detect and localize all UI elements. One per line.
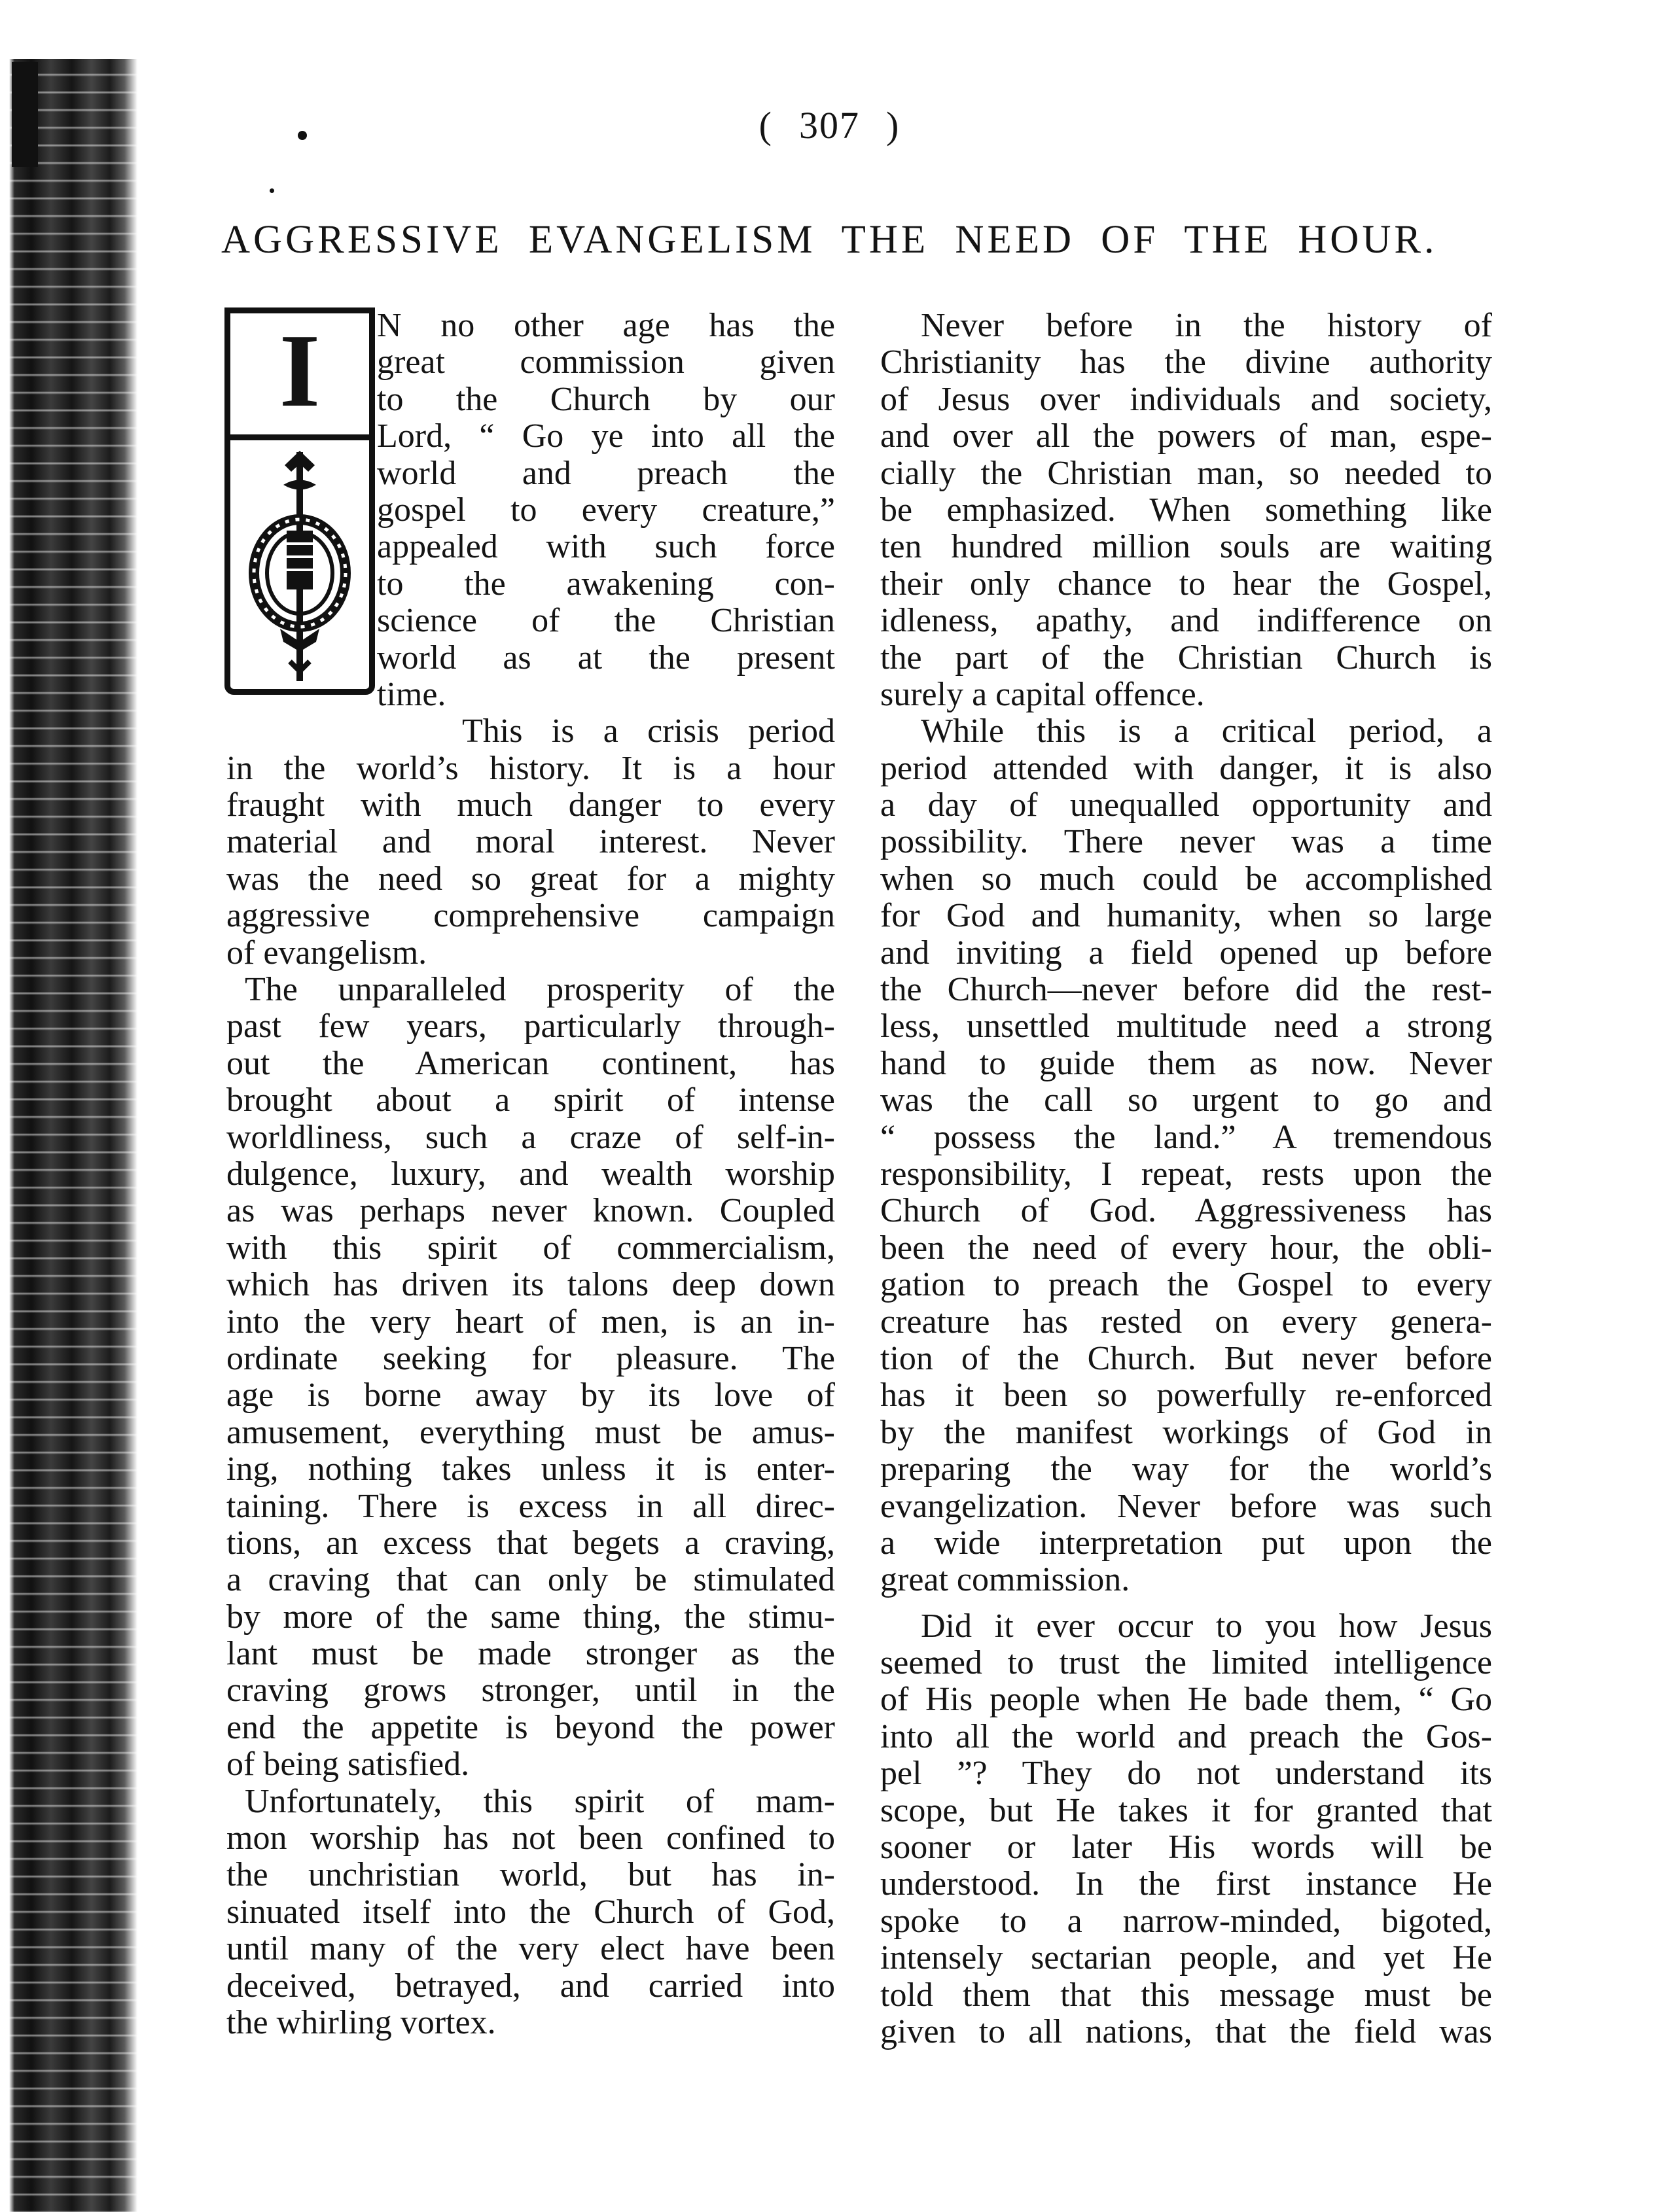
text-line: been the need of every hour, the obli- (880, 1229, 1492, 1267)
text-line: by more of the same thing, the stimu- (226, 1598, 835, 1636)
text-line: ten hundred million souls are waiting (880, 528, 1492, 566)
text-line: for God and humanity, when so large (880, 897, 1492, 935)
article-headline: AGGRESSIVE EVANGELISM THE NEED OF THE HOUR. (221, 218, 1438, 262)
book-binding-edge (0, 59, 137, 2212)
text-line: surely a capital offence. (880, 675, 1205, 713)
text-line: end the appetite is beyond the power (226, 1708, 835, 1746)
text-line: cially the Christian man, so needed to (880, 454, 1492, 492)
page-number: ( 307 ) (758, 104, 901, 147)
text-line: brought about a spirit of intense (226, 1081, 835, 1119)
text-line: Church of God. Aggressiveness has (880, 1192, 1492, 1230)
text-line: science of the Christian (377, 602, 835, 640)
text-line: which has driven its talons deep down (226, 1266, 835, 1304)
text-line: given to all nations, that the field was (880, 2012, 1492, 2050)
text-line: great commission given (377, 343, 835, 381)
text-line: sinuated itself into the Church of God, (226, 1893, 835, 1931)
text-line: to the Church by our (377, 380, 835, 418)
text-line: mon worship has not been confined to (226, 1819, 835, 1857)
text-line: hand to guide them as now. Never (880, 1044, 1492, 1082)
text-line: the whirling vortex. (226, 2003, 496, 2041)
text-line: Lord, “ Go ye into all the (377, 417, 835, 455)
text-line: taining. There is excess in all direc- (226, 1487, 835, 1525)
text-line: in the world’s history. It is a hour (226, 749, 835, 787)
text-line: ordinate seeking for pleasure. The (226, 1339, 835, 1377)
text-line: understood. In the first instance He (880, 1865, 1492, 1903)
text-line: dulgence, luxury, and wealth worship (226, 1155, 835, 1193)
text-line: ing, nothing takes unless it is enter- (226, 1450, 835, 1488)
text-line: N no other age has the (377, 307, 835, 344)
text-line: of evangelism. (226, 934, 427, 972)
text-line: into the very heart of men, is an in- (226, 1303, 835, 1341)
text-line: responsibility, I repeat, rests upon the (880, 1155, 1492, 1193)
text-line: has it been so powerfully re-enforced (880, 1377, 1492, 1414)
text-line: pel ”? They do not understand its (880, 1755, 1492, 1793)
text-line: deceived, betrayed, and carried into (226, 1967, 835, 2005)
text-line: scope, but He takes it for granted that (880, 1791, 1492, 1829)
text-line: time. (377, 675, 446, 713)
text-line: age is borne away by its love of (226, 1377, 835, 1414)
text-line: as was perhaps never known. Coupled (226, 1192, 835, 1230)
text-line: a craving that can only be stimulated (226, 1561, 835, 1599)
text-line: “ possess the land.” A tremendous (880, 1118, 1492, 1156)
text-line: sooner or later His words will be (880, 1829, 1492, 1867)
text-line: past few years, particularly through- (226, 1008, 835, 1045)
page-number-value: 307 (799, 104, 860, 147)
text-line: to the awakening con- (377, 565, 835, 603)
text-line: their only chance to hear the Gospel, (880, 565, 1492, 603)
text-line: fraught with much danger to every (226, 786, 835, 824)
text-line: Did it ever occur to you how Jesus (921, 1607, 1492, 1645)
text-line: of Jesus over individuals and society, (880, 380, 1492, 418)
text-line: The unparalleled prosperity of the (245, 971, 835, 1009)
text-line: until many of the very elect have been (226, 1930, 835, 1968)
text-line: aggressive comprehensive campaign (226, 897, 835, 935)
text-line: craving grows stronger, until in the (226, 1672, 835, 1710)
text-line: with this spirit of commercialism, (226, 1229, 835, 1267)
text-line: world as at the present (377, 639, 835, 676)
text-line: and inviting a field opened up before (880, 934, 1492, 972)
text-line: be emphasized. When something like (880, 491, 1492, 529)
text-line: by the manifest workings of God in (880, 1413, 1492, 1451)
text-line: gospel to every creature,” (377, 491, 835, 529)
text-line: the unchristian world, but has in- (226, 1856, 835, 1894)
text-line: Never before in the history of (921, 307, 1492, 344)
text-line: was the call so urgent to go and (880, 1081, 1492, 1119)
text-line: period attended with danger, it is also (880, 749, 1492, 787)
text-line: intensely sectarian people, and yet He (880, 1939, 1492, 1977)
left-column (226, 307, 835, 2041)
text-line: gation to preach the Gospel to every (880, 1266, 1492, 1304)
text-line: told them that this message must be (880, 1976, 1492, 2014)
text-line: of His people when He bade them, “ Go (880, 1681, 1492, 1719)
text-line: tion of the Church. But never before (880, 1339, 1492, 1377)
text-line: world and preach the (377, 454, 835, 492)
text-line: amusement, everything must be amus- (226, 1413, 835, 1451)
text-line: was the need so great for a mighty (226, 860, 835, 898)
text-line: when so much could be accomplished (880, 860, 1492, 898)
text-line: of being satisfied. (226, 1746, 470, 1783)
text-line: less, unsettled multitude need a strong (880, 1008, 1492, 1045)
right-column (880, 307, 1492, 2050)
text-line: seemed to trust the limited intelligence (880, 1644, 1492, 1682)
text-line: Unfortunately, this spirit of mam- (245, 1782, 835, 1820)
text-line: into all the world and preach the Gos- (880, 1717, 1492, 1755)
text-line: lant must be made stronger as the (226, 1635, 835, 1673)
text-line: a day of unequalled opportunity and (880, 786, 1492, 824)
text-line: spoke to a narrow-minded, bigoted, (880, 1902, 1492, 1940)
print-speck (270, 188, 274, 193)
text-line: tions, an excess that begets a craving, (226, 1524, 835, 1562)
text-line: possibility. There never was a time (880, 823, 1492, 861)
text-line: Christianity has the divine authority (880, 343, 1492, 381)
text-line: out the American continent, has (226, 1044, 835, 1082)
text-line: creature has rested on every genera- (880, 1303, 1492, 1341)
text-line: worldliness, such a craze of self-in- (226, 1118, 835, 1156)
text-line: material and moral interest. Never (226, 823, 835, 861)
text-line: appealed with such force (377, 528, 835, 566)
text-line: a wide interpretation put upon the (880, 1524, 1492, 1562)
text-line: While this is a critical period, a (921, 712, 1492, 750)
text-line: the part of the Christian Church is (880, 639, 1492, 676)
text-line: evangelization. Never before was such (880, 1487, 1492, 1525)
text-line: idleness, apathy, and indifference on (880, 602, 1492, 640)
text-line: the Church—never before did the rest- (880, 971, 1492, 1009)
text-line: and over all the powers of man, espe- (880, 417, 1492, 455)
text-line: great commission. (880, 1561, 1130, 1599)
text-line: This is a crisis period (462, 712, 835, 750)
text-line: preparing the way for the world’s (880, 1450, 1492, 1488)
drop-cap-letter: I (230, 313, 369, 440)
